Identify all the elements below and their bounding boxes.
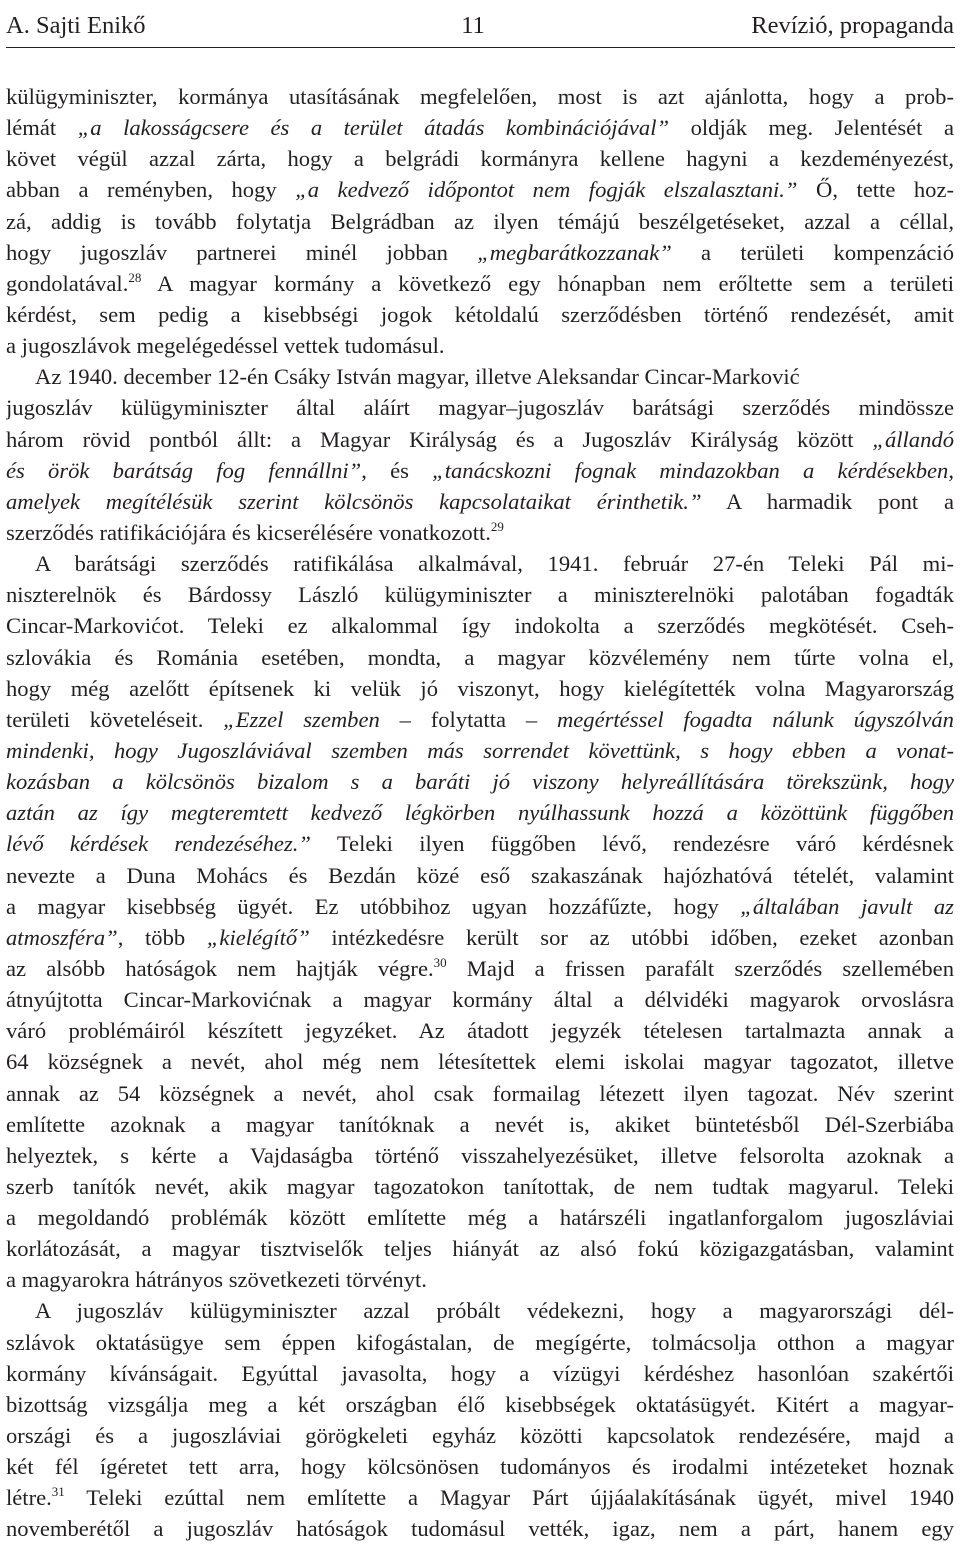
text-line: országi és a jugoszláviai görögkeleti egyház közötti kapcsolatok rendezésére, majd a [6,1423,954,1449]
text-line: abban a reményben, hogy „a kedvező időpontot nem fogják elszalasztani.” Ő, tette hoz- [6,177,954,203]
text-line: A barátsági szerződés ratifikálása alkalmával, 1941. február 27-én Teleki Pál mi- [35,551,954,577]
text-line: Cincar-Markovićot. Teleki ez alkalommal így indokolta a szerződés megkötését. Cseh- [6,613,954,639]
text-line: kormány kívánságait. Egyúttal javasolta, hogy a vízügyi kérdéshez hasonlóan szakértői [6,1360,954,1386]
text-line: az alsóbb hatóságok nem hajtják végre.$^{30}$ Majd a frissen parafált szerződés szellemében [6,954,954,981]
text-line: a jugoszlávok megelégedéssel vettek tudomásul. [6,333,445,359]
text-line: területi követeléseit. „Ezzel szemben – folytatta – megértéssel fogadta nálunk úgyszólván [6,706,954,732]
text-line: említette azoknak a magyar tanítóknak a nevét is, akiket büntetésből Dél-Szerbiába [6,1111,954,1137]
text-line: hogy még azelőtt építsenek ki velük jó viszonyt, hogy kielégítették volna Magyarország [6,675,954,701]
text-line: hogy jugoszláv partnerei minél jobban „megbarátkozzanak” a területi kompenzáció [6,239,954,265]
text-line: kozásban a kölcsönös bizalom s a baráti jó viszony helyreállítására törekszünk, hogy [6,769,954,795]
text-line: a megoldandó problémák között említette még a határszéli ingatlanforgalom jugoszláviai [6,1205,954,1231]
text-line: lémát „a lakosságcsere és a terület átadás kombinációjával” oldják meg. Jelentését a [6,115,954,141]
text-line: és örök barátság fog fennállni”, és „tanácskozni fognak mindazokban a kérdésekben, [6,457,954,483]
text-line: mindenki, hogy Jugoszláviával szemben más sorrendet követtünk, s hogy ebben a vonat- [6,737,954,763]
text-line: szerb tanítók nevét, akik magyar tagozatokon tanítottak, de nem tudtak magyarul. Teleki [6,1173,954,1199]
text-line: korlátozását, a magyar tisztviselők teljes hiányát az alsó fokú közigazgatásban, valamint [6,1236,954,1262]
text-line: gondolatával.$^{28}$ A magyar kormány a következő egy hónapban nem erőltette sem a területi [6,269,954,296]
text-line: A jugoszláv külügyminiszter azzal próbált védekezni, hogy a magyarországi dél- [35,1298,954,1324]
text-line: zá, addig is tovább folytatja Belgrádban az ilyen témájú beszélgetéseket, azzal a céllal, [6,208,954,234]
text-line: 64 községnek a nevét, ahol még nem létesítettek elemi iskolai magyar tagozatot, illetve [6,1049,954,1075]
text-line: atmoszféra”, több „kielégítő” intézkedésre került sor az utóbbi időben, ezeket azonban [6,924,954,950]
text-line: szlávok oktatásügye sem éppen kifogástalan, de megígérte, tolmácsolja otthon a magyar [6,1329,954,1355]
header-author: A. Sajti Enikő [6,12,146,39]
text-line: átnyújtotta Cincar-Markovićnak a magyar kormány által a délvidéki magyarok orvoslásra [6,987,954,1013]
text-line: amelyek megítélésük szerint kölcsönös kapcsolataikat érinthetik.” A harmadik pont a [6,488,954,514]
page-number: 11 [461,12,485,39]
text-line: létre.$^{31}$ Teleki ezúttal nem említette a Magyar Párt újjáalakításának ügyét, mivel 1940 [6,1484,954,1511]
text-line: aztán az így megteremtett kedvező légkörben nyúlhassunk hozzá a közöttünk függőben [6,800,954,826]
running-header [6,8,954,44]
header-rule [6,47,955,48]
text-line: novemberétől a jugoszláv hatóságok tudomásul vették, igaz, nem a párt, hanem egy [6,1516,954,1542]
text-line: két fél ígéretet tett arra, hogy kölcsönösen tudományos és irodalmi intézeteket hoznak [6,1454,954,1480]
text-line: kérdést, sem pedig a kisebbségi jogok kétoldalú szerződésben történő rendezését, amit [6,301,954,327]
text-line: a magyarokra hátrányos szövetkezeti törvényt. [6,1267,427,1293]
text-line: a magyar kisebbség ügyét. Ez utóbbihoz ugyan hozzáfűzte, hogy „általában javult az [6,893,954,919]
text-line: jugoszláv külügyminiszter által aláírt magyar–jugoszláv barátsági szerződés mindössze [6,395,954,421]
text-line: Az 1940. december 12-én Csáky István magyar, illetve Aleksandar Cincar-Marković [35,364,800,390]
text-line: lévő kérdések rendezéséhez.” Teleki ilyen függőben lévő, rendezésre váró kérdésnek [6,831,954,857]
text-line: niszterelnök és Bárdossy László külügyminiszter a miniszterelnöki palotában fogadták [6,582,954,608]
body-text [6,81,954,1545]
text-line: három rövid pontból állt: a Magyar Királyság és a Jugoszláv Királyság között „állandó [6,426,954,452]
text-line: szlovákia és Románia esetében, mondta, a magyar közvélemény nem tűrte volna el, [6,644,954,670]
header-title: Revízió, propaganda [751,12,954,39]
text-line: váró problémáiról készített jegyzéket. Az átadott jegyzék tételesen tartalmazta annak a [6,1018,954,1044]
text-line: bizottság vizsgálja meg a két országban élő kisebbségek oktatásügyét. Kitért a magyar- [6,1391,954,1417]
text-line: annak az 54 községnek a nevét, ahol csak formailag létezett ilyen tagozat. Név szerint [6,1080,954,1106]
text-line: helyeztek, s kérte a Vajdaságba történő visszahelyezésüket, illetve felsorolta azoknak a [6,1142,954,1168]
text-line: szerződés ratifikációjára és kicserélésére vonatkozott.$^{29}$ [6,518,504,545]
text-line: külügyminiszter, kormánya utasításának megfelelően, most is azt ajánlotta, hogy a prob- [6,84,954,109]
text-line: nevezte a Duna Mohács és Bezdán közé eső szakaszának hajózhatóvá tételét, valamint [6,862,954,888]
text-line: követ végül azzal zárta, hogy a belgrádi kormányra kellene hagyni a kezdeményezést, [6,146,954,172]
